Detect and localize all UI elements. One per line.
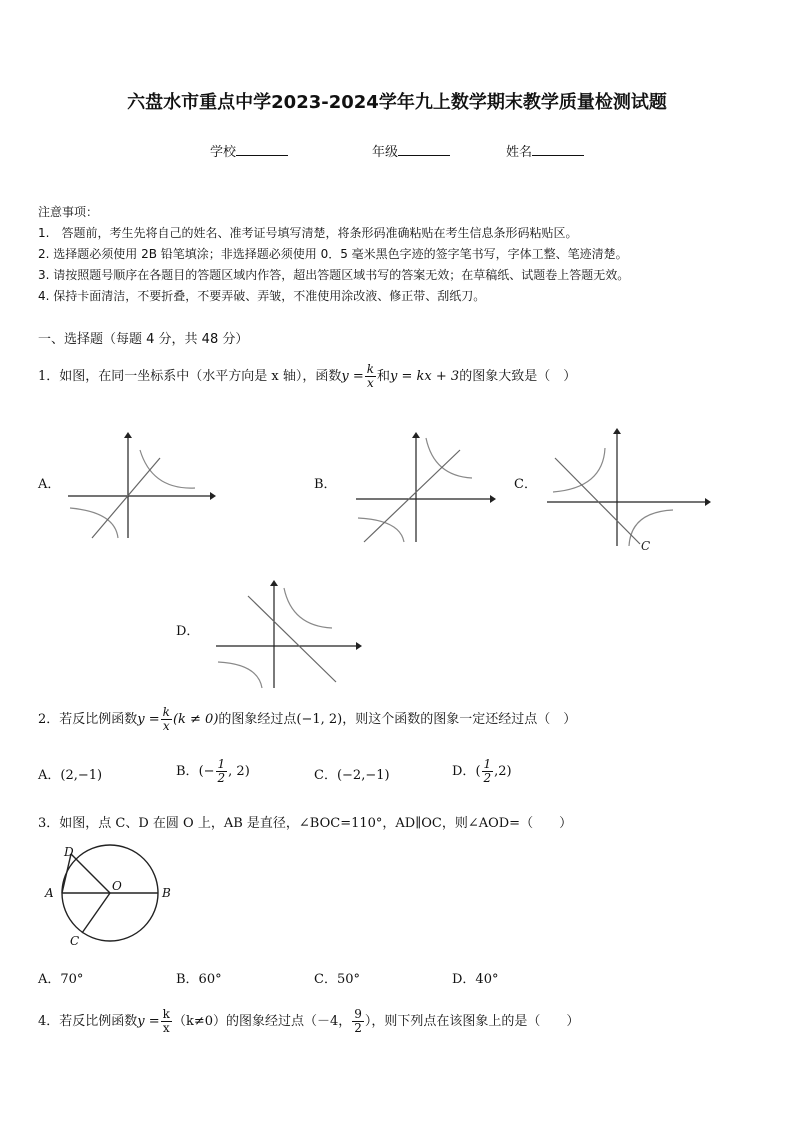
page-title: 六盘水市重点中学2023-2024学年九上数学期末教学质量检测试题 (127, 92, 667, 113)
q2-option-c[interactable]: C．(−2,−1) (314, 768, 390, 783)
q1-mid: 和 (377, 369, 391, 384)
q2-option-b[interactable]: B．(− $\frac{1}{2}$ , 2) (176, 757, 250, 785)
q1-option-a[interactable]: A． (38, 477, 61, 492)
label-a: A (45, 886, 54, 900)
q1-func-linear: y = kx + 3 (390, 369, 460, 384)
q2-suffix: ，则这个函数的图象一定还经过点（ ） (342, 712, 577, 727)
circle-diagram (40, 842, 180, 952)
q3-option-a[interactable]: A．70° (38, 972, 84, 987)
school-blank (236, 142, 288, 156)
grade-field (372, 141, 450, 160)
note-item: 4. 保持卡面清洁，不要折叠，不要弄破、弄皱，不准使用涂改液、修正带、刮纸刀。 (38, 289, 486, 303)
question-2 (38, 703, 576, 737)
graph-d (212, 578, 372, 690)
note-item: 3. 请按照题号顺序在各题目的答题区域内作答，超出答题区域书写的答案无效；在草稿纸、试题卷上答题无效。 (38, 268, 630, 282)
q2-condition: (k ≠ 0) (172, 712, 219, 727)
grade-label: 年级 (372, 145, 399, 160)
q3-option-d[interactable]: D．40° (452, 972, 499, 987)
label-b: B (162, 886, 171, 900)
q4-prefix: 4．若反比例函数 (38, 1014, 138, 1029)
notes-heading: 注意事项： (38, 205, 99, 219)
q2-mid: 的图象经过点 (218, 712, 297, 727)
graph-a (60, 430, 220, 540)
graph-c-cut-label: C (641, 539, 651, 553)
q4-condition: （k≠0）的图象经过点（－4， (172, 1014, 352, 1029)
q4-func-lhs: y = (137, 1014, 160, 1029)
label-c: C (70, 934, 80, 948)
name-blank (532, 142, 584, 156)
school-field (210, 141, 288, 160)
name-field (506, 141, 584, 160)
note-item: 1. 答题前，考生先将自己的姓名、准考证号填写清楚，将条形码准确粘贴在考生信息条形码粘贴区。 (38, 226, 578, 240)
q1-option-b[interactable]: B． (314, 477, 337, 492)
graph-c (545, 428, 715, 553)
q3-option-b[interactable]: B．60° (176, 972, 222, 987)
q1-func-lhs: y = (341, 369, 364, 384)
graph-b (352, 430, 502, 545)
school-label: 学校 (210, 145, 237, 160)
q4-fraction: $\frac{k}{x}$ (162, 1007, 170, 1035)
q2-option-a[interactable]: A．(2,−1) (38, 768, 103, 783)
name-label: 姓名 (506, 145, 533, 160)
q3-option-c[interactable]: C．50° (314, 972, 360, 987)
section-heading: 一、选择题（每题 4 分，共 48 分） (38, 332, 249, 347)
q1-option-d[interactable]: D． (176, 624, 200, 639)
q1-option-c[interactable]: C． (514, 477, 537, 492)
q2-fraction: $\frac{k}{x}$ (162, 705, 170, 733)
q1-fraction: $\frac{k}{x}$ (366, 362, 375, 390)
q2-func-lhs: y = (137, 712, 160, 727)
q1-prefix: 1．如图，在同一坐标系中（水平方向是 x 轴），函数 (38, 369, 342, 384)
q2-prefix: 2．若反比例函数 (38, 712, 138, 727)
q4-point-fraction: $\frac{9}{2}$ (354, 1007, 362, 1035)
q2-option-d[interactable]: D．( $\frac{1}{2}$ ,2) (452, 757, 512, 785)
note-item: 2. 选择题必须使用 2B 铅笔填涂；非选择题必须使用 0．5 毫米黑色字迹的签字笔书写，字体工整、笔迹清楚。 (38, 247, 628, 261)
question-1 (38, 360, 576, 394)
q1-suffix: 的图象大致是（ ） (459, 369, 577, 384)
q2-point: (−1, 2) (296, 712, 343, 727)
question-4 (38, 1004, 579, 1040)
question-3: 3．如图，点 C、D 在圆 O 上，AB 是直径，∠BOC=110°，AD∥OC，则∠AOD=（ ） (38, 816, 573, 831)
grade-blank (398, 142, 450, 156)
label-o: O (112, 879, 122, 893)
q4-suffix: ），则下列点在该图象上的是（ ） (364, 1014, 580, 1029)
label-d: D (64, 845, 74, 859)
